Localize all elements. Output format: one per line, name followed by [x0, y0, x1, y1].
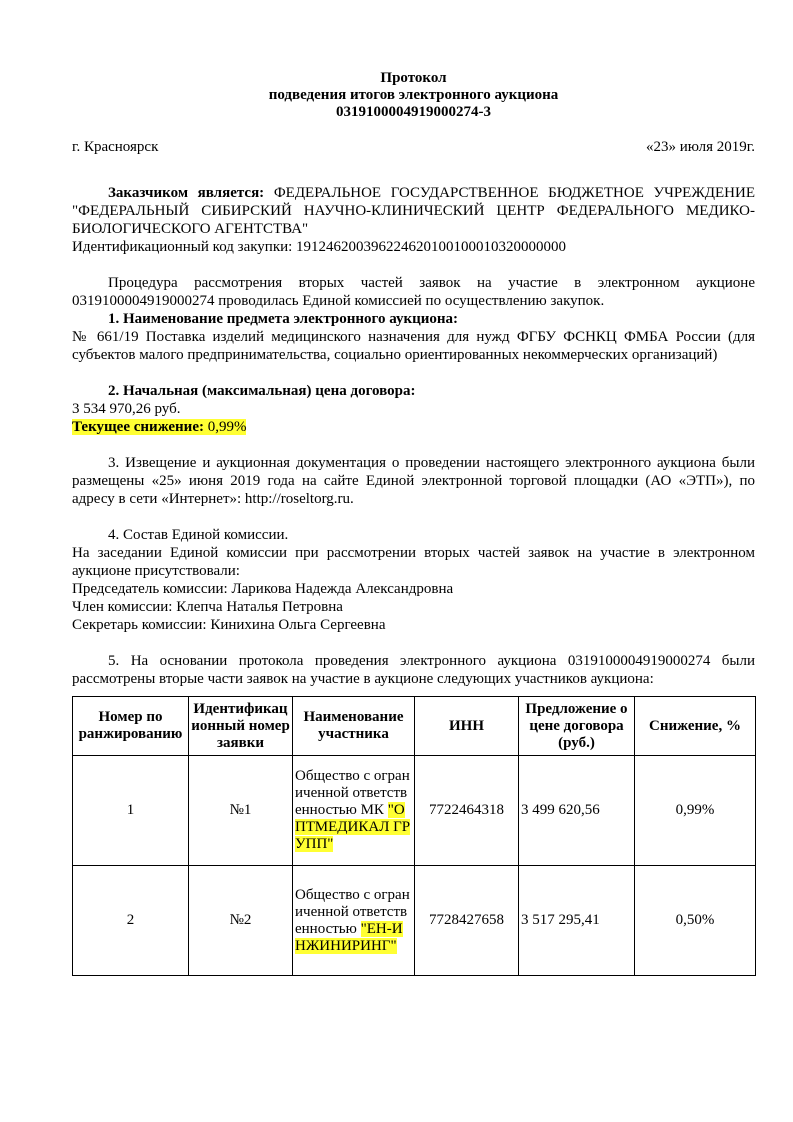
date: «23» июля 2019г. — [646, 139, 755, 155]
place: г. Красноярск — [72, 139, 159, 155]
participant-name-cell — [293, 756, 415, 866]
inn-cell: 7728427658 — [415, 866, 519, 976]
section1-title-text: 1. Наименование предмета электронного аукциона: — [108, 311, 459, 327]
section3-paragraph: 3. Извещение и аукционная документация о проведении настоящего электронного аукциона были размещены «25» июня 2019 года на сайте Единой электронной торговой площадки (АО «ЭТП»), по адресу в сети «Интернет»: http://roseltorg.ru. — [72, 455, 755, 507]
app-id-cell: №2 — [189, 866, 293, 976]
rank-cell: 1 — [73, 756, 189, 866]
procedure-paragraph: Процедура рассмотрения вторых частей заявок на участие в электронном аукционе 0319100004919000274 проводилась Единой комиссией по осуществлению закупок. — [72, 275, 755, 309]
participant-name-cell — [293, 866, 415, 976]
header-subtitle: подведения итогов электронного аукциона — [268, 87, 559, 103]
current-decrease-value: 0,99% — [203, 419, 247, 435]
table-row — [73, 756, 756, 866]
price-cell: 3 517 295,41 — [519, 866, 635, 976]
table-header-row — [73, 697, 756, 756]
section1-text: № 661/19 Поставка изделий медицинского назначения для нужд ФГБУ ФСНКЦ ФМБА России (для субъектов малого предпринимательства, социально ориентированных некоммерческих организаций) — [72, 329, 755, 363]
participant-name-highlight: "ЕН-ИНЖИНИРИНГ" — [295, 920, 403, 954]
col-rank-header: Номер по ранжированию — [73, 697, 189, 756]
initial-price: 3 534 970,26 руб. — [72, 401, 181, 417]
current-decrease-label: Текущее снижение: — [72, 419, 204, 435]
document-header — [72, 70, 755, 121]
commission-member: Член комиссии: Клепча Наталья Петровна — [72, 599, 343, 615]
rank-cell: 2 — [73, 866, 189, 976]
decrease-cell: 0,99% — [635, 756, 756, 866]
inn-cell: 7722464318 — [415, 756, 519, 866]
commission-secretary: Секретарь комиссии: Кинихина Ольга Сергеевна — [72, 617, 386, 633]
participants-table — [72, 696, 756, 976]
section5-paragraph: 5. На основании протокола проведения электронного аукциона 0319100004919000274 были рассмотрены вторые части заявок на участие в аукционе следующих участников аукциона: — [72, 653, 755, 687]
customer-label: Заказчиком является: — [108, 185, 265, 201]
place-date-row — [72, 139, 755, 156]
commission-chair: Председатель комиссии: Ларикова Надежда Александровна — [72, 581, 454, 597]
app-id-cell: №1 — [189, 756, 293, 866]
participant-name-highlight: "ОПТМЕДИКАЛ ГРУПП" — [295, 802, 411, 852]
table-row — [73, 866, 756, 976]
participant-name-prefix: Общество с ограниченной ответственностью — [295, 886, 410, 937]
header-title: Протокол — [380, 70, 447, 86]
participant-name-prefix: Общество с ограниченной ответственностью МК — [295, 768, 410, 818]
section4-title: 4. Состав Единой комиссии. — [108, 527, 289, 543]
section2-title-text: 2. Начальная (максимальная) цена договора: — [108, 383, 416, 399]
col-name-header: Наименование участника — [293, 697, 415, 756]
document-page — [72, 70, 755, 976]
current-decrease — [72, 418, 755, 436]
decrease-cell: 0,50% — [635, 866, 756, 976]
section4-intro: На заседании Единой комиссии при рассмотрении вторых частей заявок на участие в электронном аукционе присутствовали: — [72, 545, 755, 579]
section1-title — [72, 310, 755, 328]
col-decrease-header: Снижение, % — [635, 697, 756, 756]
price-cell: 3 499 620,56 — [519, 756, 635, 866]
customer-paragraph — [72, 184, 755, 238]
col-price-header: Предложение о цене договора (руб.) — [519, 697, 635, 756]
customer-name: ФЕДЕРАЛЬНОЕ ГОСУДАРСТВЕННОЕ БЮДЖЕТНОЕ УЧРЕЖДЕНИЕ "ФЕДЕРАЛЬНЫЙ СИБИРСКИЙ НАУЧНО-КЛИНИЧЕСКИЙ ЦЕНТР ФЕДЕРАЛЬНОГО МЕДИКО-БИОЛОГИЧЕСКОГО АГЕНТСТВА" — [72, 185, 756, 237]
purchase-id-code: Идентификационный код закупки: 191246200396224620100100010320000000 — [72, 239, 567, 255]
col-inn-header: ИНН — [415, 697, 519, 756]
section2-title — [72, 382, 755, 400]
header-number: 0319100004919000274-3 — [336, 104, 491, 120]
col-app-id-header: Идентификационный номер заявки — [189, 697, 293, 756]
